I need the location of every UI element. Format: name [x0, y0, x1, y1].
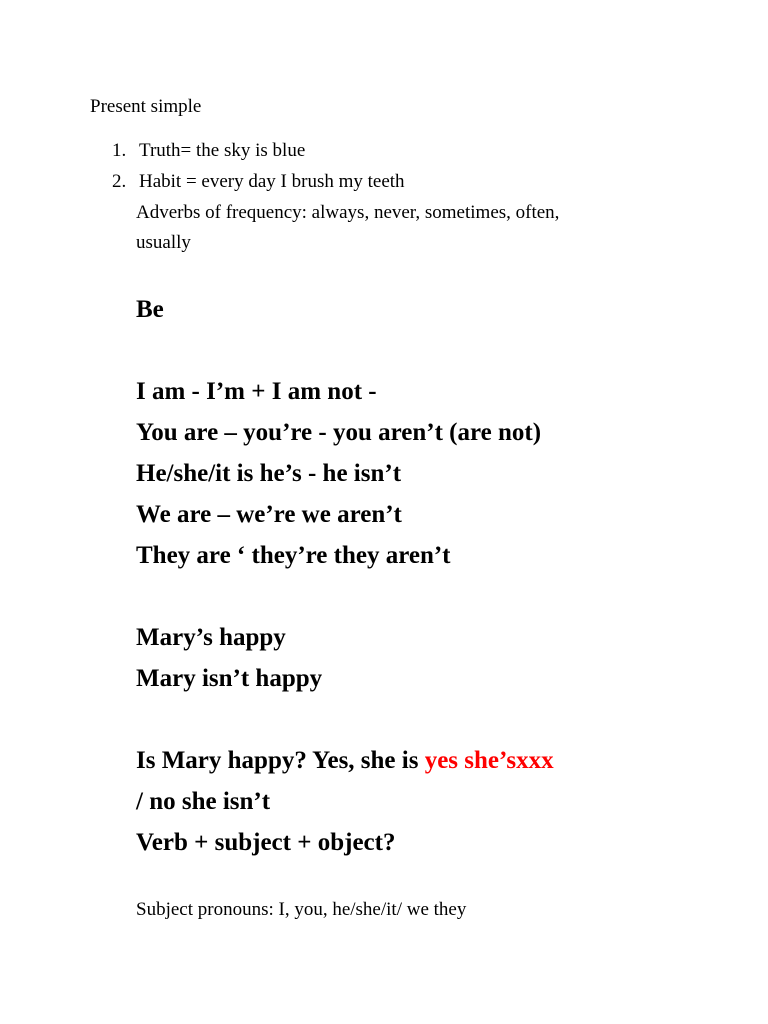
list-item	[112, 136, 305, 166]
question-continuation: / no she isn’t	[136, 788, 271, 815]
list-item-text: Truth= the sky is blue	[139, 140, 306, 161]
formula-line: Verb + subject + object?	[136, 829, 396, 856]
section-heading: Present simple	[90, 96, 202, 117]
conjugation-line: You are – you’re - you aren’t (are not)	[136, 419, 542, 446]
list-item	[112, 167, 405, 197]
adverbs-line: Adverbs of frequency: always, never, sometimes, often,	[136, 202, 560, 223]
adverbs-line: usually	[136, 232, 191, 253]
conjugation-line: They are ‘ they’re they aren’t	[136, 542, 451, 569]
example-line: Mary’s happy	[136, 624, 286, 651]
conjugation-line: We are – we’re we aren’t	[136, 501, 402, 528]
example-line: Mary isn’t happy	[136, 665, 323, 692]
list-number: 1.	[112, 140, 127, 161]
pronouns-line: Subject pronouns: I, you, he/she/it/ we they	[136, 899, 467, 920]
question-text: Is Mary happy? Yes, she is	[136, 747, 425, 774]
list-item-text: Habit = every day I brush my teeth	[139, 171, 405, 192]
question-line	[136, 740, 554, 781]
be-heading: Be	[136, 296, 164, 323]
list-number: 2.	[112, 171, 127, 192]
highlighted-answer: yes she’sxxx	[424, 747, 554, 774]
conjugation-line: He/she/it is he’s - he isn’t	[136, 460, 402, 487]
conjugation-line: I am - I’m + I am not -	[136, 378, 377, 405]
